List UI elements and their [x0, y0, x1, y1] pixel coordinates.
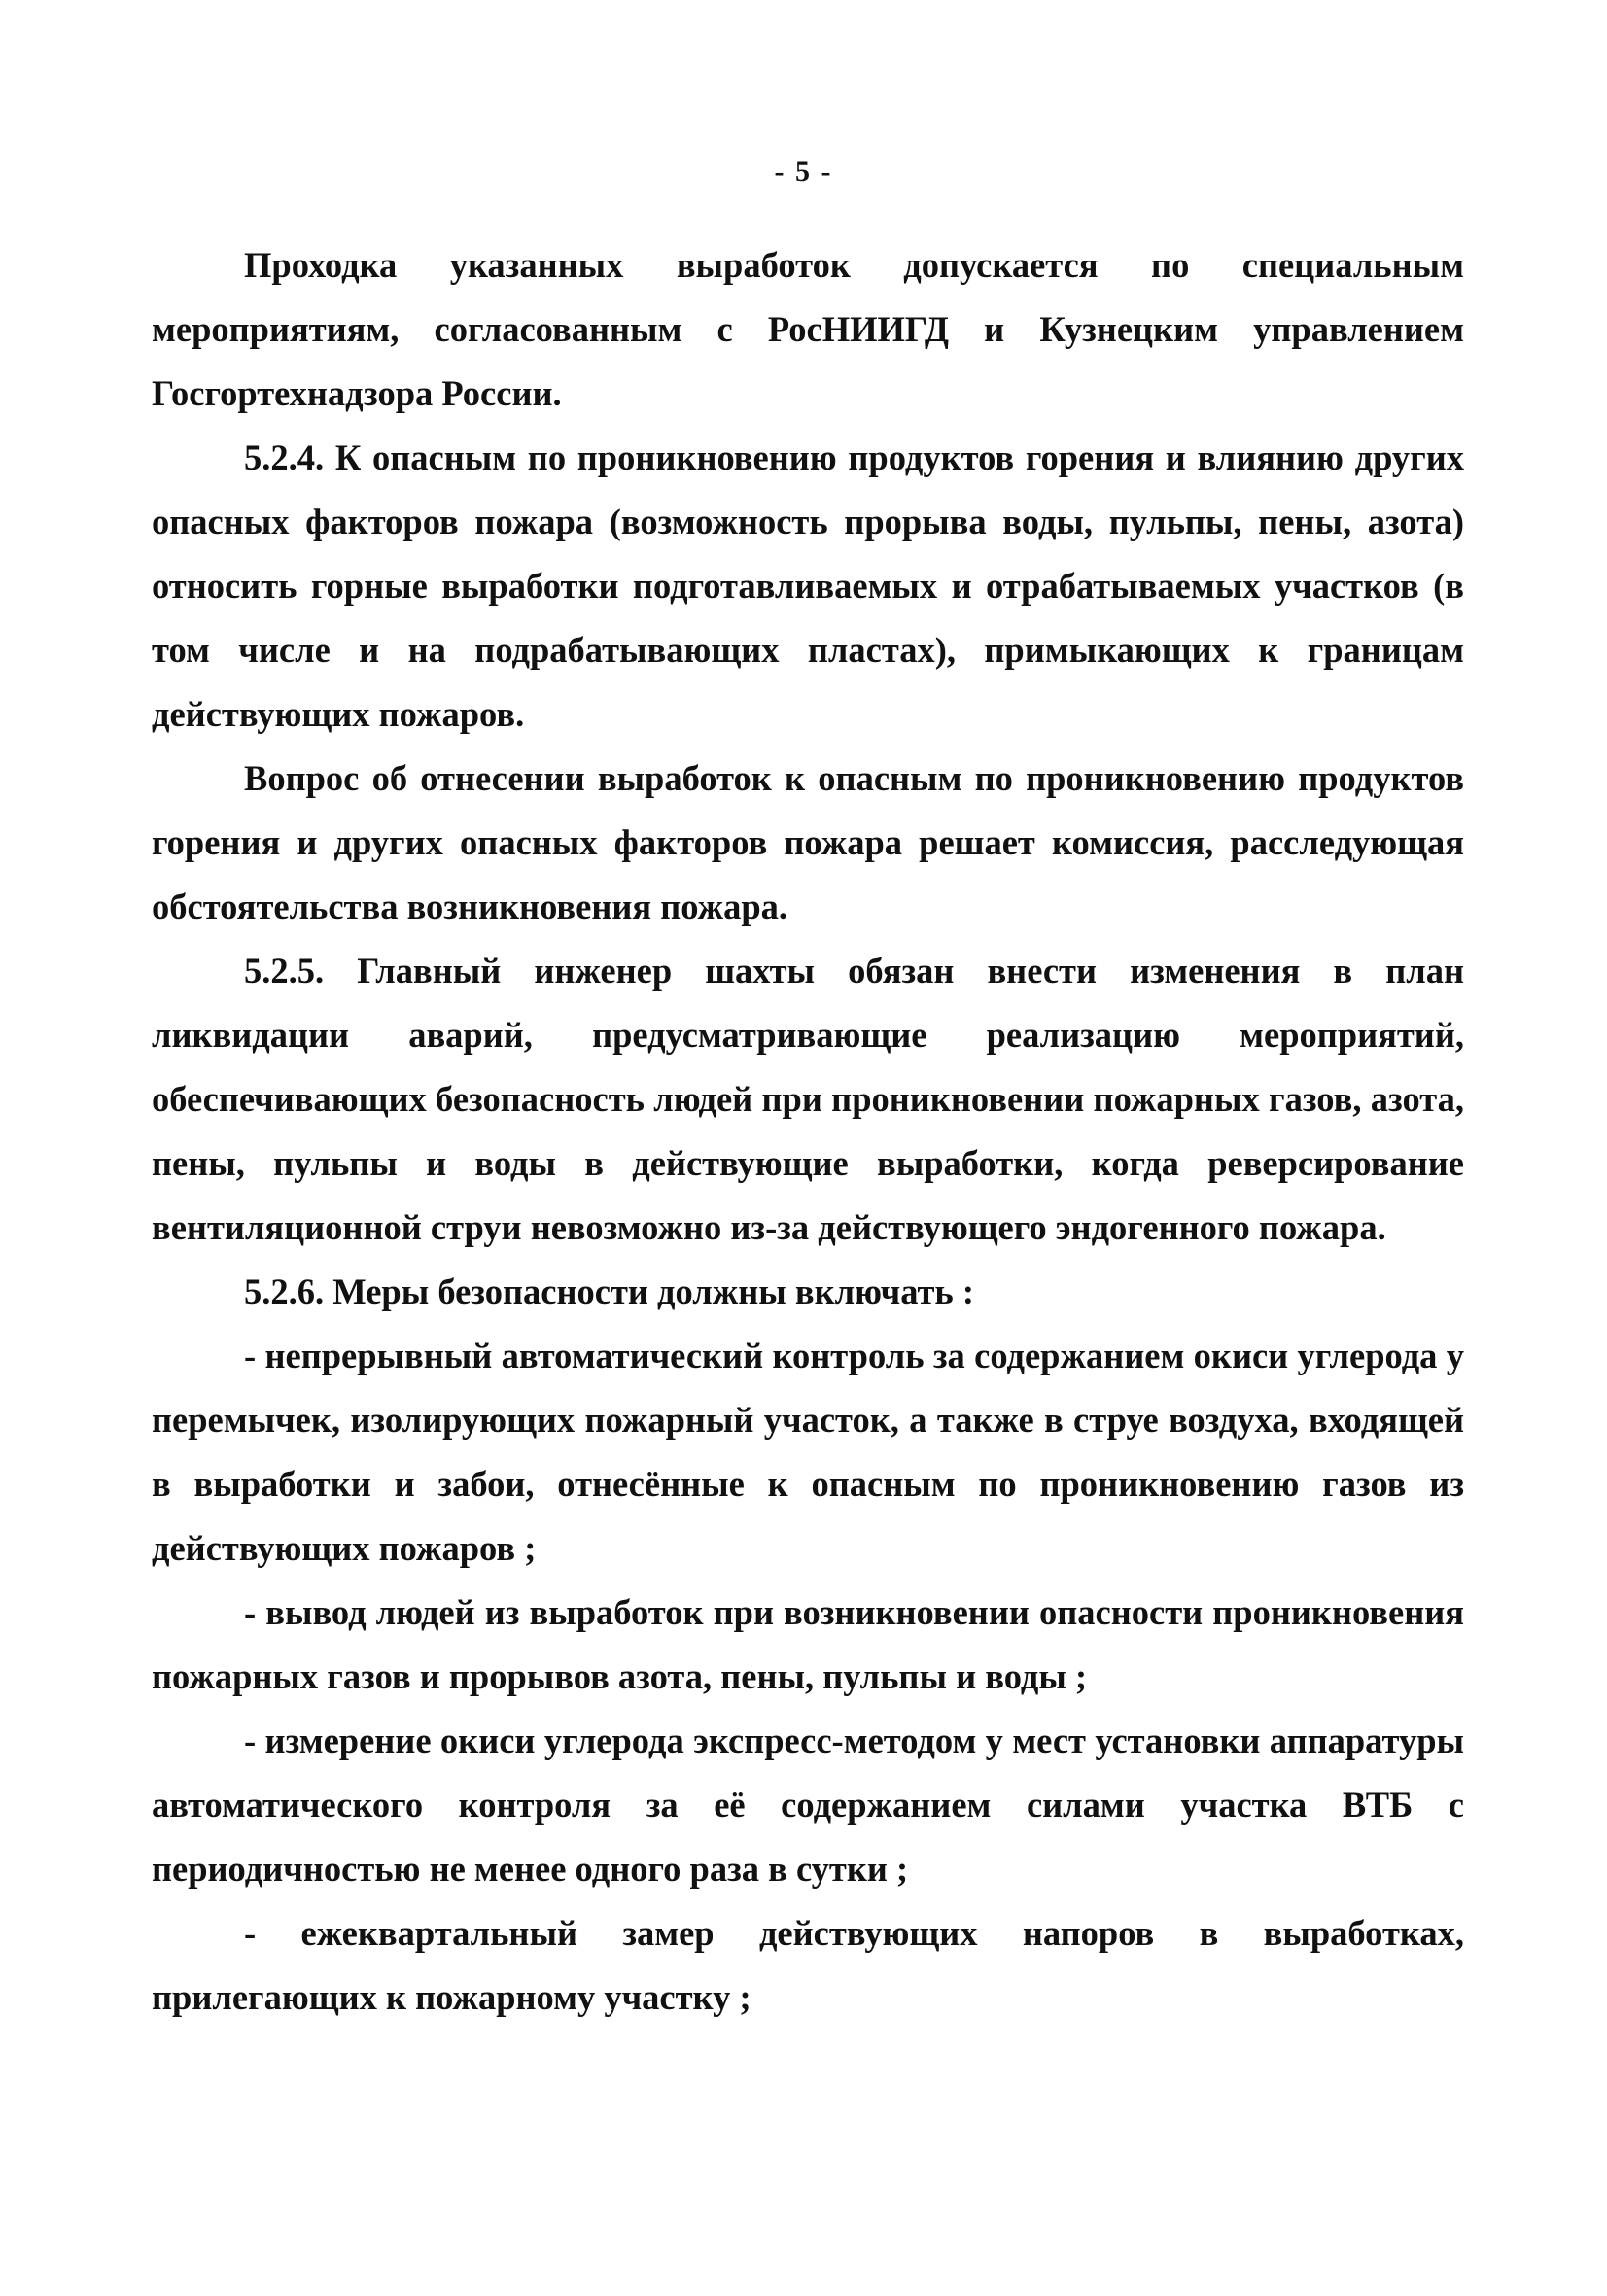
paragraph-5-2-6: 5.2.6. Меры безопасности должны включать :	[244, 1271, 975, 1311]
paragraph-intro: Проходка указанных выработок допускается по специальным мероприятиям, согласованным с РосНИИГД и Кузнецким управлением Госгортехнадзора России.	[152, 245, 1464, 413]
body-text	[152, 233, 1464, 2030]
list-item-measurement: - измерение окиси углерода экспресс-методом у мест установки аппаратуры автоматического контроля за её содержанием силами участка ВТБ с периодичностью не менее одного раза в сутки ;	[152, 1721, 1464, 1889]
list-item-evacuation: - вывод людей из выработок при возникновении опасности проникновения пожарных газов и прорывов азота, пены, пульпы и воды ;	[152, 1592, 1464, 1696]
paragraph-classification: Вопрос об отнесении выработок к опасным по проникновению продуктов горения и других опасных факторов пожара решает комиссия, расследующая обстоятельства возникновения пожара.	[152, 758, 1464, 926]
page-number: - 5 -	[774, 156, 833, 188]
list-item-pressure: - ежеквартальный замер действующих напоров в выработках, прилегающих к пожарному участку ;	[152, 1913, 1464, 2017]
paragraph-5-2-5: 5.2.5. Главный инженер шахты обязан внести изменения в план ликвидации аварий, предусматривающие реализацию мероприятий, обеспечивающих безопасность людей при проникновении пожарных газов, азота, пены, пульпы и воды в действующие выработки, когда реверсирование вентиляционной струи невозможно из-за действующего эндогенного пожара.	[152, 951, 1464, 1247]
list-item-monitoring: - непрерывный автоматический контроль за содержанием окиси углерода у перемычек, изолирующих пожарный участок, а также в струе воздуха, входящей в выработки и забои, отнесённые к опасным по проникновению газов из действующих пожаров ;	[152, 1336, 1464, 1568]
paragraph-5-2-4: 5.2.4. К опасным по проникновению продуктов горения и влиянию других опасных факторов пожара (возможность прорыва воды, пульпы, пены, азота) относить горные выработки подготавливаемых и отрабатываемых участков (в том числе и на подрабатывающих пластах), примыкающих к границам действующих пожаров.	[152, 437, 1464, 734]
